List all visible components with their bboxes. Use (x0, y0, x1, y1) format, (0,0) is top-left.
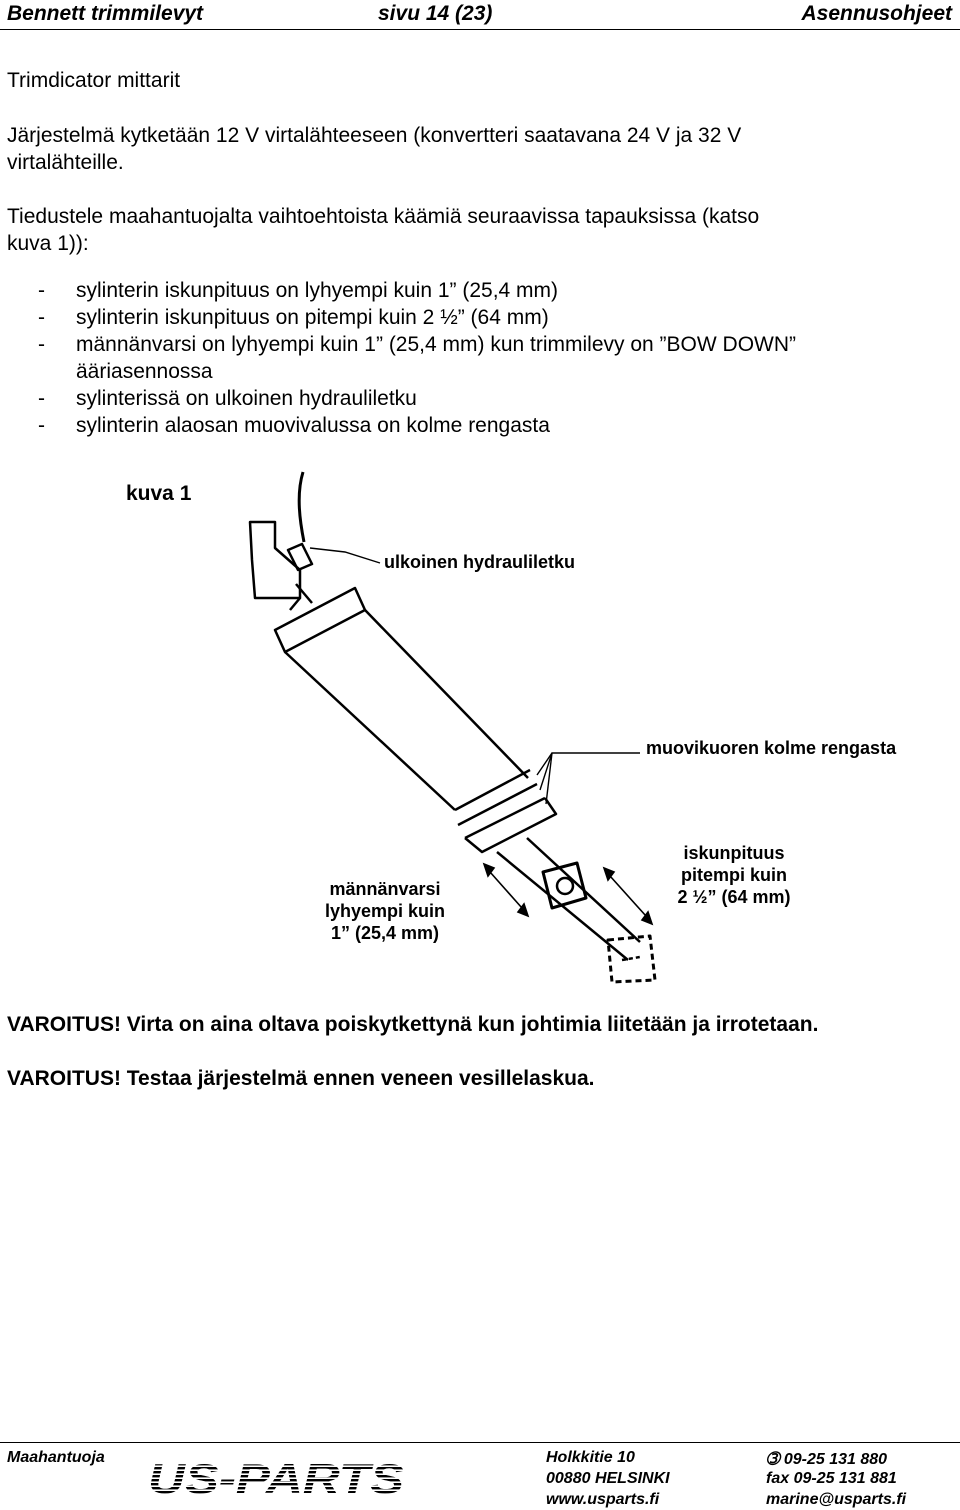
section-title: Trimdicator mittarit (7, 69, 181, 92)
warning-1: VAROITUS! Virta on aina oltava poiskytkettynä kun johtimia liitetään ja irrotetaan. (7, 1013, 819, 1036)
paragraph-2-line-1: Tiedustele maahantuojalta vaihtoehtoista käämiä seuraavissa tapauksissa (katso (7, 205, 760, 228)
label-external-hose: ulkoinen hydrauliletku (384, 552, 576, 572)
us-parts-logo (146, 1455, 408, 1501)
paragraph-1-line-1: Järjestelmä kytketään 12 V virtalähteeseen (konvertteri saatavana 24 V ja 32 V (7, 124, 742, 147)
footer-importer-label: Maahantuoja (7, 1449, 105, 1466)
page-footer (0, 1442, 960, 1510)
header-page-number: sivu 14 (23) (378, 2, 493, 25)
label-stroke-length: iskunpituus pitempi kuin 2 ½” (64 mm) (677, 843, 791, 907)
cylinder-figure (0, 460, 960, 1000)
label-three-rings: muovikuoren kolme rengasta (646, 738, 897, 758)
cylinder-drawing (0, 460, 960, 1000)
footer-website[interactable]: www.usparts.fi (546, 1491, 660, 1508)
paragraph-2-line-2: kuva 1)): (7, 232, 89, 255)
footer-fax: fax 09-25 131 881 (766, 1470, 897, 1487)
figure-caption: kuva 1 (126, 482, 192, 505)
paragraph-1-line-2: virtalähteille. (7, 151, 124, 174)
header-left: Bennett trimmilevyt (7, 2, 204, 25)
label-piston-rod: männänvarsi lyhyempi kuin 1” (25,4 mm) (324, 879, 446, 943)
page-header (0, 0, 960, 30)
footer-address-1: Holkkitie 10 (546, 1449, 635, 1466)
footer-email[interactable]: marine@usparts.fi (766, 1491, 907, 1508)
footer-phone: ➂ 09-25 131 880 (766, 1451, 888, 1468)
header-right: Asennusohjeet (801, 2, 952, 25)
svg-text:US-PARTS: US-PARTS (148, 1455, 404, 1501)
warning-2: VAROITUS! Testaa järjestelmä ennen veneen vesillelaskua. (7, 1067, 595, 1090)
footer-address-2: 00880 HELSINKI (546, 1470, 670, 1487)
